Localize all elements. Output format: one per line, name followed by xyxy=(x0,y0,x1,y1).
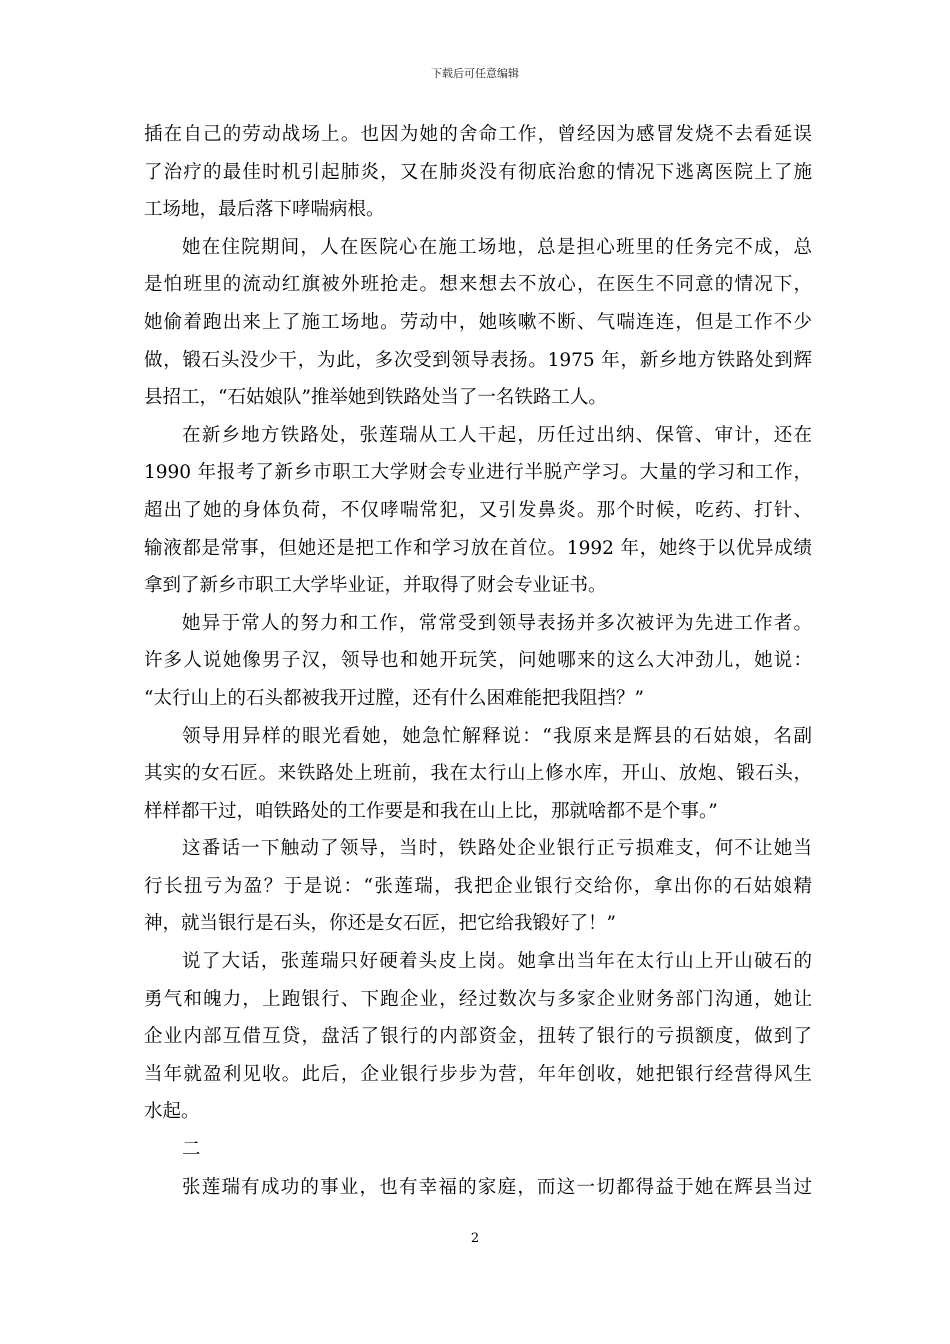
page-header: 下载后可任意编辑 xyxy=(431,67,519,80)
text-line: 输液都是常事，但她还是把工作和学习放在首位。1992 年，她终于以优异成绩 xyxy=(144,537,812,559)
text-line: 水起。 xyxy=(144,1101,200,1123)
text-line: “太行山上的石头都被我开过膛，还有什么困难能把我阻挡？” xyxy=(144,687,644,709)
text-line: 她在住院期间，人在医院心在施工场地，总是担心班里的任务完不成，总 xyxy=(182,236,812,258)
text-line: 插在自己的劳动战场上。也因为她的舍命工作，曾经因为感冒发烧不去看延误 xyxy=(144,124,812,145)
page-number: 2 xyxy=(470,1231,480,1246)
text-line: 1990 年报考了新乡市职工大学财会专业进行半脱产学习。大量的学习和工作， xyxy=(144,462,812,484)
text-line: 在新乡地方铁路处，张莲瑞从工人干起，历任过出纳、保管、审计，还在 xyxy=(182,424,812,446)
text-line: 超出了她的身体负荷，不仅哮喘常犯，又引发鼻炎。那个时候，吃药、打针、 xyxy=(144,499,812,521)
document-body xyxy=(144,116,812,1206)
text-line: 拿到了新乡市职工大学毕业证，并取得了财会专业证书。 xyxy=(144,575,607,597)
text-line: 许多人说她像男子汉，领导也和她开玩笑，问她哪来的这么大冲劲儿，她说： xyxy=(144,650,812,672)
text-line: 领导用异样的眼光看她，她急忙解释说：“我原来是辉县的石姑娘，名副 xyxy=(182,725,812,747)
text-line: 说了大话，张莲瑞只好硬着头皮上岗。她拿出当年在太行山上开山破石的 xyxy=(182,951,812,973)
text-line: 当年就盈利见收。此后，企业银行步步为营，年年创收，她把银行经营得风生 xyxy=(144,1063,812,1085)
text-line: 是怕班里的流动红旗被外班抢走。想来想去不放心，在医生不同意的情况下， xyxy=(144,274,812,296)
text-line: 企业内部互借互贷，盘活了银行的内部资金，扭转了银行的亏损额度，做到了 xyxy=(144,1026,812,1048)
text-line: 二 xyxy=(182,1139,201,1161)
text-line: 她偷着跑出来上了施工场地。劳动中，她咳嗽不断、气喘连连，但是工作不少 xyxy=(144,311,812,333)
text-line: 工场地，最后落下哮喘病根。 xyxy=(144,199,385,221)
text-line: 了治疗的最佳时机引起肺炎，又在肺炎没有彻底治愈的情况下逃离医院上了施 xyxy=(144,161,812,183)
text-line: 勇气和魄力，上跑银行、下跑企业，经过数次与多家企业财务部门沟通，她让 xyxy=(144,988,812,1010)
text-line: 其实的女石匠。来铁路处上班前，我在太行山上修水库，开山、放炮、锻石头， xyxy=(144,763,812,785)
text-line: 做，锻石头没少干，为此，多次受到领导表扬。1975 年，新乡地方铁路处到辉 xyxy=(144,349,812,371)
text-line: 行长扭亏为盈？于是说：“张莲瑞，我把企业银行交给你，拿出你的石姑娘精 xyxy=(144,875,812,897)
text-line: 样样都干过，咱铁路处的工作要是和我在山上比，那就啥都不是个事。” xyxy=(144,800,718,822)
text-line: 神，就当银行是石头，你还是女石匠，把它给我锻好了！” xyxy=(144,913,616,935)
text-line: 张莲瑞有成功的事业，也有幸福的家庭，而这一切都得益于她在辉县当过 xyxy=(182,1176,812,1198)
text-line: 县招工，“石姑娘队”推举她到铁路处当了一名铁路工人。 xyxy=(144,387,607,409)
text-line: 她异于常人的努力和工作，常常受到领导表扬并多次被评为先进工作者。 xyxy=(182,612,812,634)
text-line: 这番话一下触动了领导，当时，铁路处企业银行正亏损难支，何不让她当 xyxy=(182,838,812,860)
